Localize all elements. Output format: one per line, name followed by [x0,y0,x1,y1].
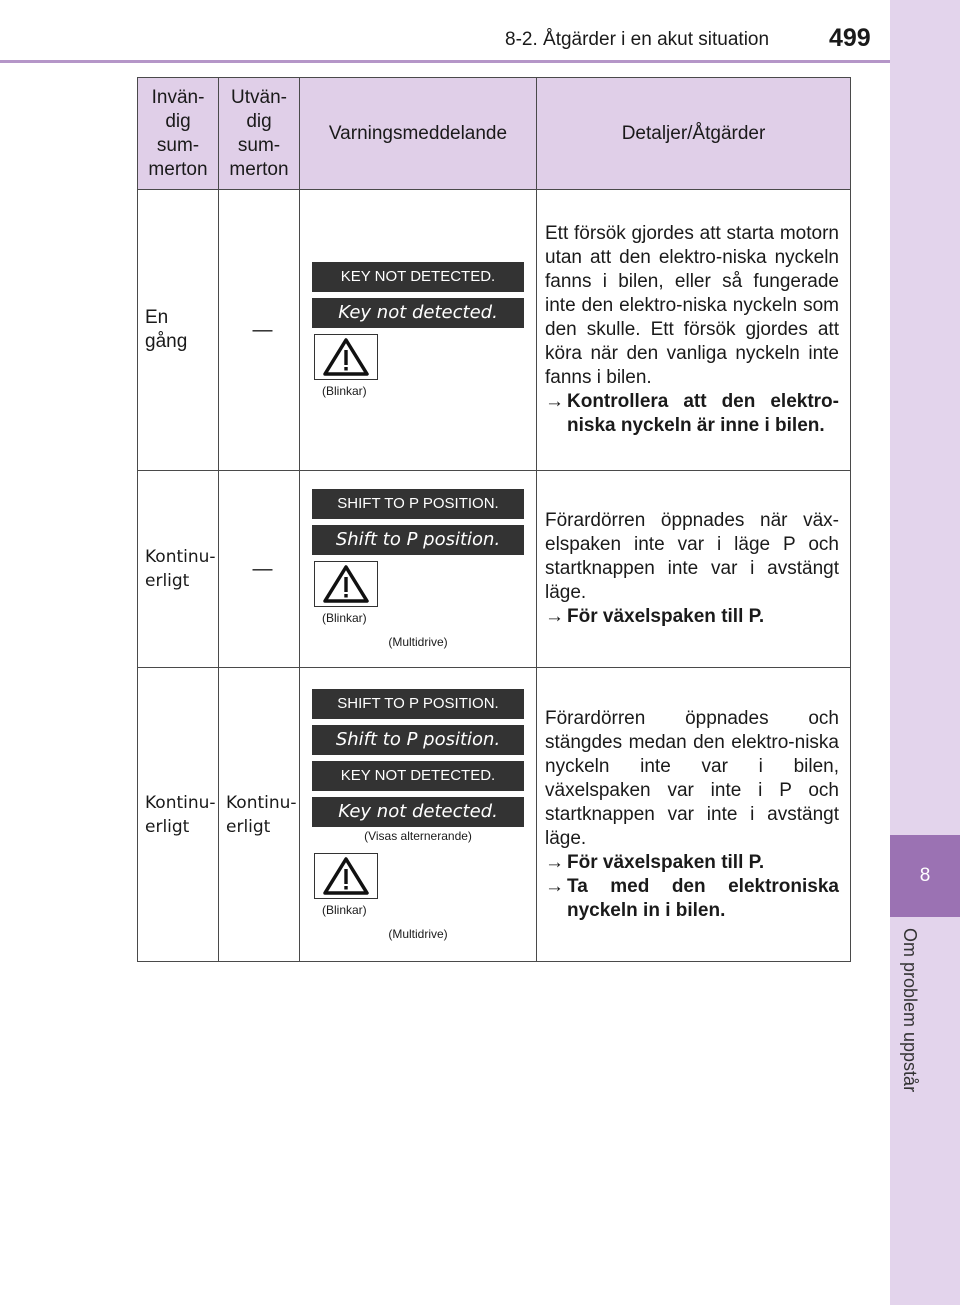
page-number: 499 [829,24,871,52]
details-text: Förardörren öppnades när väx-elspaken inte var i läge P och startknappen inte var i avstängt läge. [545,510,839,603]
warning-message: KEY NOT DETECTED. [312,262,524,292]
table-row [138,471,851,668]
warning-triangle-icon [314,561,378,607]
message-cell [300,190,537,471]
header-details: Detaljer/Åtgärder [537,78,851,190]
inner-buzzer-cell: Kontinu-erligt [138,668,219,962]
model-note: (Multidrive) [388,926,448,941]
warning-message: Key not detected. [312,797,524,827]
icon-note: (Blinkar) [322,384,367,398]
inner-buzzer-cell: Kontinu-erligt [138,471,219,668]
chapter-title: Om problem uppstår [900,928,920,1093]
message-cell [300,471,537,668]
warning-message: KEY NOT DETECTED. [312,761,524,791]
arrow-icon: → [545,851,564,873]
chapter-number: 8 [890,835,960,917]
outer-buzzer-cell: Kontinu-erligt [219,668,300,962]
details-cell [537,471,851,668]
warning-message: Shift to P position. [312,525,524,555]
warning-triangle-icon [314,853,378,899]
arrow-icon: → [545,391,564,412]
details-cell [537,190,851,471]
header-rule [0,60,890,63]
arrow-icon: → [545,606,564,627]
details-text: Ett försök gjordes att starta motorn utan att den elektro-niska nyckeln fanns i bilen, eller så fungerade inte den elektro-niska nyckeln som den skulle. Ett försök gjordes att köra när den vanliga nyckeln inte fanns i bilen. [545,223,839,388]
inner-buzzer-cell: En gång [138,190,219,471]
message-cell [300,668,537,962]
action-item: → För växelspaken till P. [545,606,765,627]
table-row [138,668,851,962]
model-note: (Multidrive) [388,635,448,649]
header-outer-buzzer: Utvän- dig sum- merton [219,78,300,190]
alternating-note: (Visas alternerande) [364,828,472,843]
action-item: → Ta med den elektroniska nyckeln in i bilen. [545,875,839,921]
arrow-icon: → [545,875,564,897]
warning-message: SHIFT TO P POSITION. [312,689,524,719]
section-title: 8-2. Åtgärder i en akut situation [505,29,770,50]
action-item: → För växelspaken till P. [545,851,765,873]
details-cell [537,668,851,962]
icon-note: (Blinkar) [322,902,367,917]
action-item: → Kontrollera att den elektro-niska nyckeln är inne i bilen. [545,391,839,436]
warning-table [137,77,851,962]
warning-message: SHIFT TO P POSITION. [312,489,524,519]
outer-buzzer-cell: — [219,190,300,471]
table-row [138,190,851,471]
details-text: Förardörren öppnades och stängdes medan den elektro-niska nyckeln inte var i bilen, växelspaken var inte i P och startknappen var inte i avstängt läge. [545,707,839,849]
warning-message: Shift to P position. [312,725,524,755]
icon-note: (Blinkar) [322,611,367,625]
warning-triangle-icon [314,334,378,380]
header-inner-buzzer: Invän- dig sum- merton [138,78,219,190]
outer-buzzer-cell: — [219,471,300,668]
header-warning-message: Varningsmeddelande [300,78,537,190]
warning-message: Key not detected. [312,298,524,328]
